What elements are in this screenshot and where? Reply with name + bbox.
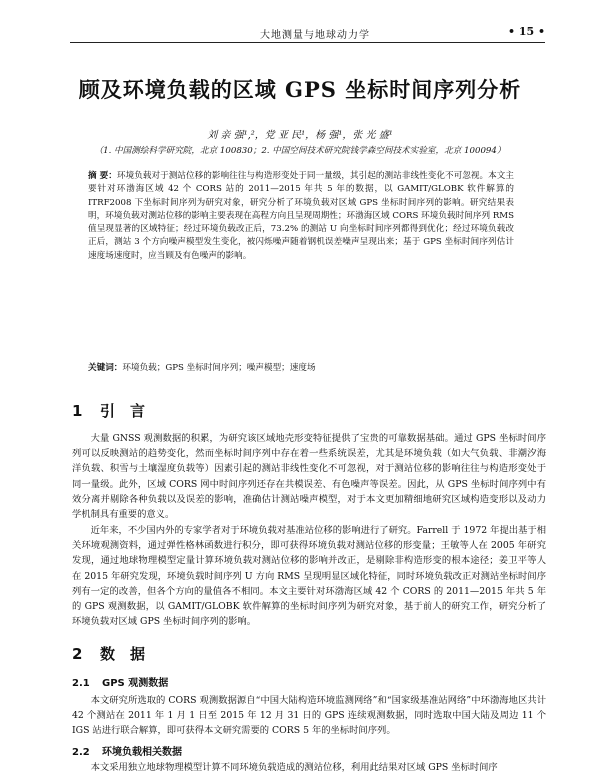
subsection-title: GPS 观测数据 [102, 678, 169, 689]
abstract-label: 摘 要： [88, 171, 117, 181]
authors: 刘 亲 强¹,²，党 亚 民¹，杨 强¹，张 光 盛¹ [207, 130, 393, 141]
subsection-title: 环境负载相关数据 [102, 747, 182, 758]
section-heading-2 [72, 643, 145, 664]
page-number: • 15 • [507, 25, 545, 38]
data-paragraph-2-2: 本文采用独立地球物理模型计算不同环境负载造成的测站位移，利用此结果对区域 GPS 坐标时间序 [90, 762, 498, 773]
section-title: 引 言 [100, 402, 146, 420]
intro-paragraph-1: 大量 GNSS 观测数据的积累，为研究该区域地壳形变特征提供了宝贵的可靠数据基础。通过 GPS 坐标时间序列可以反映测站的趋势变化，然而坐标时间序列中存在着一些系统误差，尤其是环境负载（如大气负载、非潮汐海洋负载、积雪与土壤湿度负载等）因素引起的测站非线性变化不可忽视，对于测站位移的影响往往与构造形变处于同一量级。此外，区域 CORS 网中时间序列还存在共模误差、有色噪声等误差。因此，从 GPS 坐标时间序列中有效分离并剔除各种负载以及误差的影响，准确估计测站噪声模型，对于本文更加精细地研究区域构造变形以及动力学机制具有重要的意义。 [72, 433, 546, 521]
data-paragraph-2-1: 本文研究所选取的 CORS 观测数据源自“中国大陆构造环境监测网络”和“国家级基准站网络”中环渤海地区共计 42 个测站在 2011 年 1 月 1 日至 2015 年 12 月 31 日的 GPS 连续观测数据，同时选取中国大陆及周边 11 个 IGS 站进行联合解算，即可获得本文研究需要的 CORS 5 年的坐标时间序列。 [72, 695, 546, 737]
subsection-heading-2-2 [72, 743, 182, 758]
journal-name: 大地测量与地球动力学 [260, 30, 370, 41]
intro-paragraph-2: 近年来，不少国内外的专家学者对于环境负载对基准站位移的影响进行了研究。Farrell 于 1972 年提出基于相关环境观测资料，通过弹性格林函数进行积分，即可获得环境负载对测站位移的形变量；王敏等人在 2005 年研究发现，通过地球物理模型定量计算环境负载对测站位移的影响并改正，是剔除非构造形变的根本途径；姜卫平等人在 2015 年研究发现，环境负载时间序列 U 方向 RMS 呈现明显区域化特征，同时环境负载改正对测站坐标时间序列有一定的改善，但各个方向的量值各不相同。本文主要针对环渤海区域 42 个 CORS 的 2011—2015 年共 5 年的 GPS 观测数据，以 GAMIT/GLOBK 软件解算的坐标时间序列为研究对象，基于前人的研究工作，研究分析了环境负载对区域 GPS 坐标时间序列的影响。 [72, 525, 546, 628]
subsection-heading-2-1 [72, 674, 168, 689]
section-number: 1 [72, 402, 83, 420]
section-number: 2 [72, 645, 83, 663]
keywords [88, 362, 514, 375]
paper-title: 顾及环境负载的区域 GPS 坐标时间序列分析 [78, 77, 522, 102]
subsection-number: 2.2 [72, 747, 90, 758]
abstract-text: 环境负载对于测站位移的影响往往与构造形变处于同一量级，其引起的测站非线性变化不可忽视。本文主要针对环渤海区域 42 个 CORS 站的 2011—2015 年共 5 年的数据，以 GAMIT/GLOBK 软件解算的 ITRF2008 下坐标时间序列为研究对象，研究分析了环境负载对区域 GPS 坐标时间序列的影响。研究结果表明，环境负载对测站位移的影响主要表现在高程方向且呈现周期性；环渤海区域 CORS 环境负载时间序列 RMS 值呈现显著的区域特征；经过环境负载改正后，73.2% 的测站 U 向坐标时间序列都得到优化；经过环境负载改正后，测站 3 个方向噪声模型发生变化，被闪烁噪声随着钢机误差噪声呈现出来；基于 GPS 坐标时间序列估计速度场速度时，应当顾及有色噪声的影响。 [88, 171, 514, 261]
section-heading-1 [72, 400, 145, 421]
running-header [70, 26, 545, 43]
keywords-text: 环境负载；GPS 坐标时间序列；噪声模型；速度场 [122, 363, 316, 373]
abstract [88, 170, 514, 263]
keywords-label: 关键词： [88, 363, 123, 373]
affiliation: （1. 中国测绘科学研究院，北京 100830；2. 中国空间技术研究院钱学森空间技术实验室，北京 100094） [94, 146, 506, 156]
subsection-number: 2.1 [72, 678, 90, 689]
section-title: 数 据 [100, 645, 146, 663]
